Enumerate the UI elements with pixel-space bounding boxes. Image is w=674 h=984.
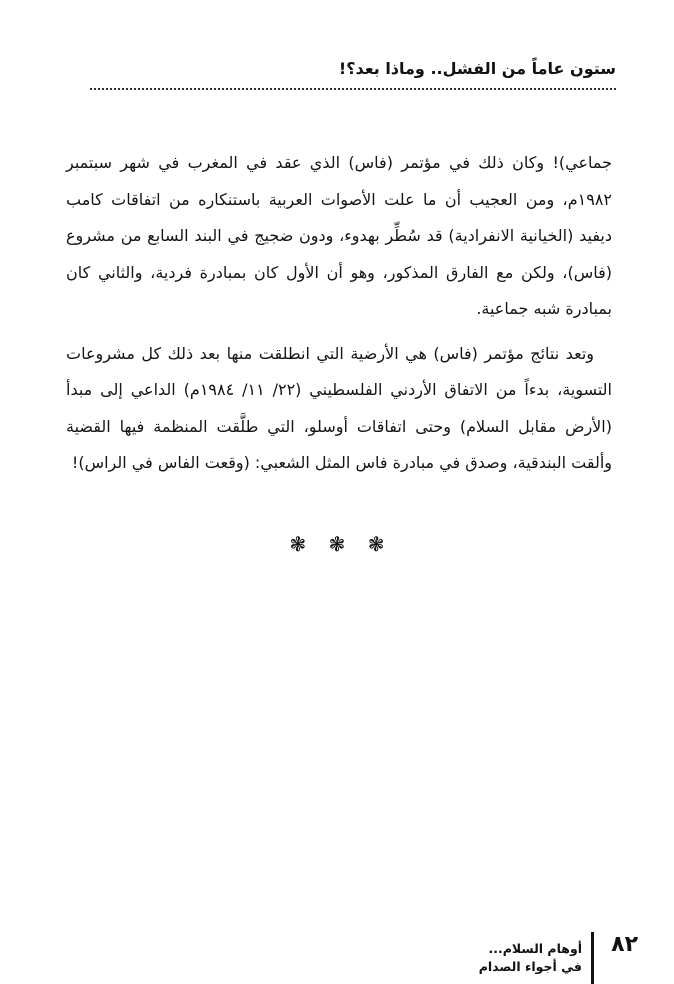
footer-book-title	[479, 940, 582, 976]
paragraph: جماعي)! وكان ذلك في مؤتمر (فاس) الذي عقد في المغرب في شهر سبتمبر ١٩٨٢م، ومن العجيب أن ما علت الأصوات العربية باستنكاره من اتفاقات كامب ديفيد (الخيانية الانفرادية) قد سُطِّر بهدوء، ودون ضجيج في البند السابع من مشروع (فاس)، ولكن مع الفارق المذكور، وهو أن الأول كان بمبادرة فردية، والثاني كان بمبادرة شبه جماعية.	[66, 153, 612, 318]
asterisk-ornament-icon: ❃	[367, 532, 385, 556]
page-number: ٨٢	[611, 932, 638, 957]
asterisk-ornament-icon: ❃	[328, 532, 346, 556]
asterisk-ornament-icon: ❃	[289, 532, 307, 556]
book-title-line: في أجواء الصدام	[478, 959, 582, 974]
page-footer	[418, 928, 638, 984]
running-header: ستون عاماً من الفشل.. وماذا بعد؟!	[338, 59, 616, 78]
body-text	[66, 145, 612, 482]
paragraph: وتعد نتائج مؤتمر (فاس) هي الأرضية التي انطلقت منها بعد ذلك كل مشروعات التسوية، بدءاً من الاتفاق الأردني الفلسطيني (٢٢/ ١١/ ١٩٨٤م) الداعي إلى مبدأ (الأرض مقابل السلام) وحتى اتفاقات أوسلو، التي طلَّقت المنظمة فيها القضية وألقت البندقية، وصدق في مبادرة فاس المثل الشعبي: (وقعت الفاس في الراس)!	[66, 343, 612, 472]
header-dotted-rule	[90, 88, 616, 90]
section-separator	[0, 532, 674, 556]
book-title-line: أوهام السلام...	[488, 941, 582, 956]
footer-divider	[591, 932, 594, 984]
